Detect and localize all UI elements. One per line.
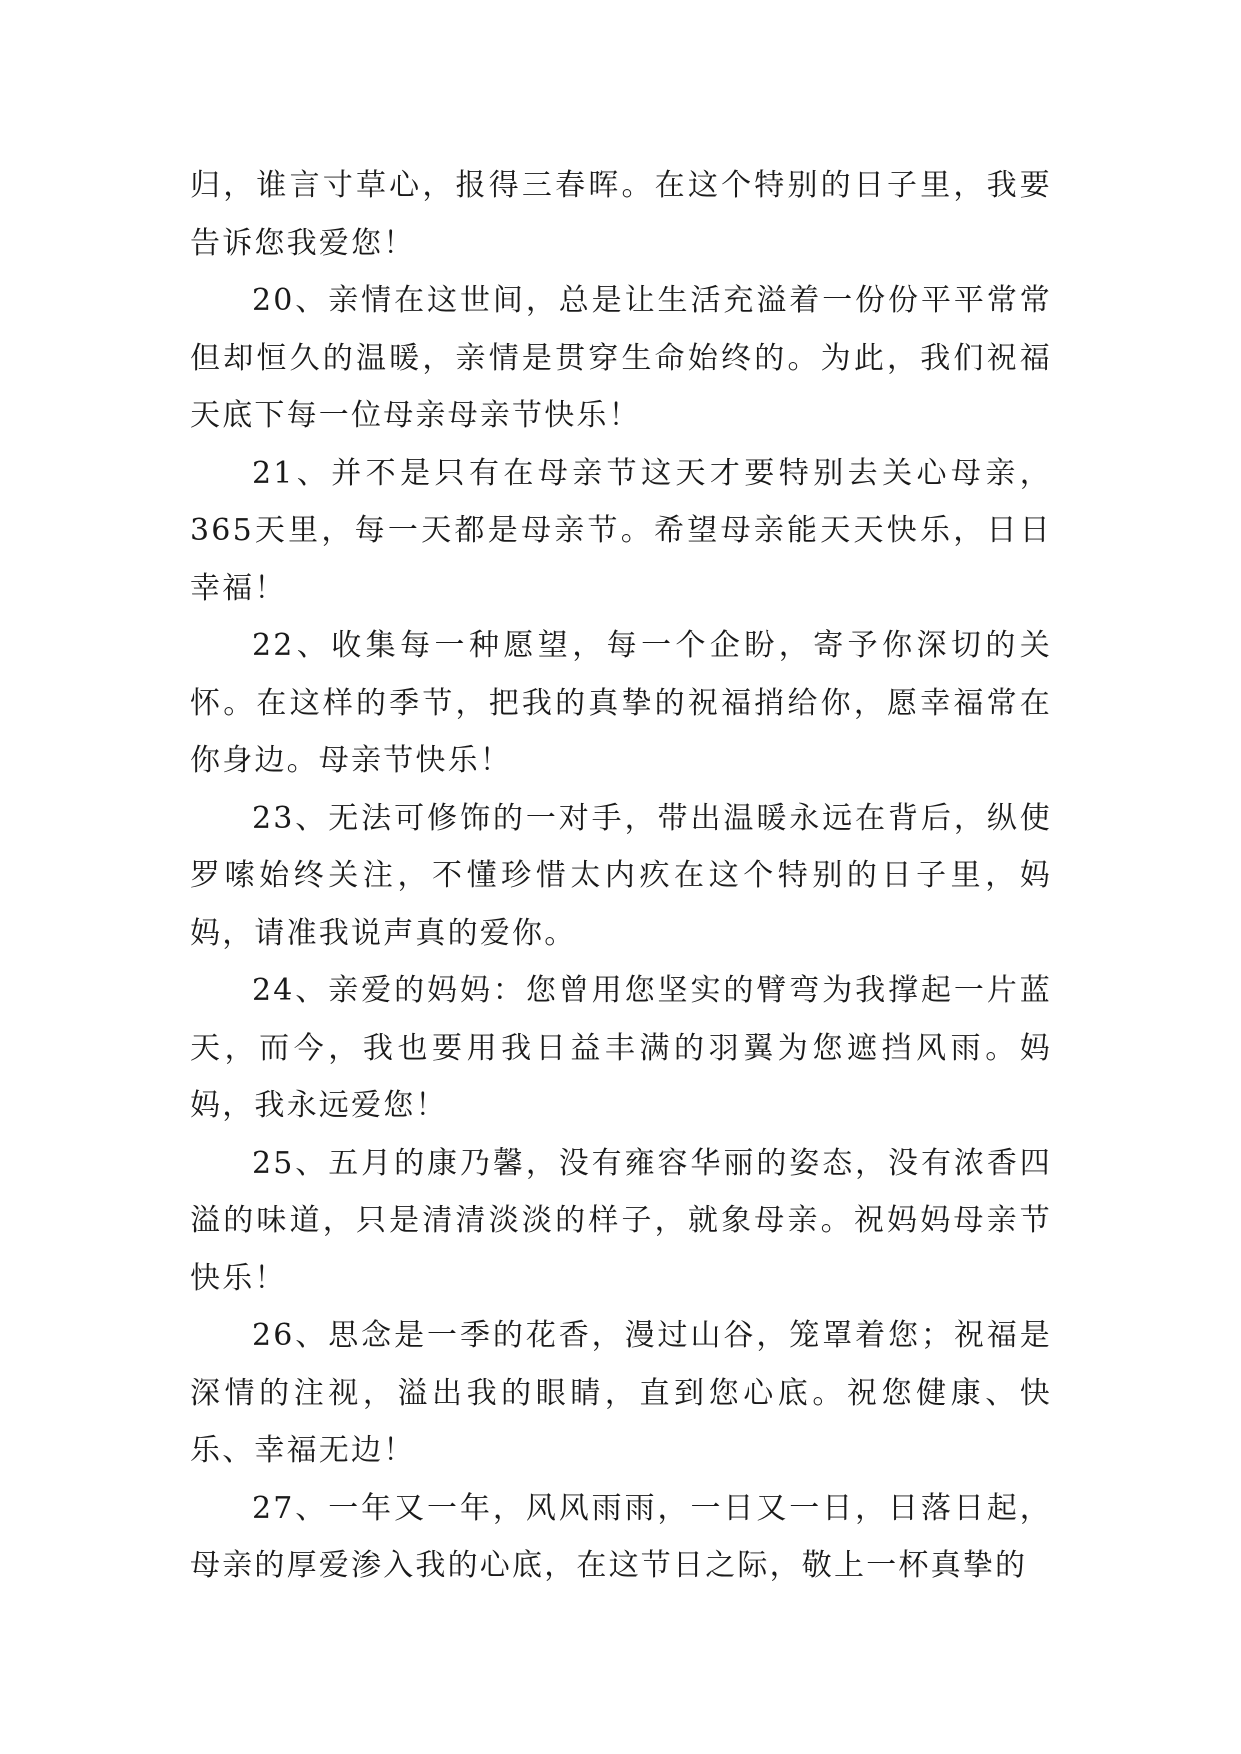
- paragraph-27: 27、一年又一年，风风雨雨，一日又一日，日落日起，母亲的厚爱渗入我的心底，在这节日之际，敬上一杯真挚的: [190, 1490, 1052, 1583]
- paragraph-23: 23、无法可修饰的一对手，带出温暖永远在背后，纵使罗嗦始终关注，不懂珍惜太内疚在这个特别的日子里，妈妈，请准我说声真的爱你。: [190, 800, 1052, 951]
- paragraph-24: 24、亲爱的妈妈：您曾用您坚实的臂弯为我撑起一片蓝天，而今，我也要用我日益丰满的羽翼为您遮挡风雨。妈妈，我永远爱您！: [190, 973, 1052, 1123]
- paragraph-26: 26、思念是一季的花香，漫过山谷，笼罩着您；祝福是深情的注视，溢出我的眼睛，直到您心底。祝您健康、快乐、幸福无边！: [190, 1318, 1052, 1468]
- paragraph-continuation: 归，谁言寸草心，报得三春晖。在这个特别的日子里，我要告诉您我爱您！: [190, 168, 1052, 261]
- paragraph-21: 21、并不是只有在母亲节这天才要特别去关心母亲，365天里，每一天都是母亲节。希望母亲能天天快乐，日日幸福！: [190, 455, 1052, 606]
- paragraph-20: 20、亲情在这世间，总是让生活充溢着一份份平平常常但却恒久的温暖，亲情是贯穿生命始终的。为此，我们祝福天底下每一位母亲母亲节快乐！: [190, 283, 1052, 433]
- document-body: [190, 157, 1052, 1595]
- paragraph-25: 25、五月的康乃馨，没有雍容华丽的姿态，没有浓香四溢的味道，只是清清淡淡的样子，就象母亲。祝妈妈母亲节快乐！: [190, 1145, 1052, 1296]
- paragraph-22: 22、收集每一种愿望，每一个企盼，寄予你深切的关怀。在这样的季节，把我的真挚的祝福捎给你，愿幸福常在你身边。母亲节快乐！: [190, 628, 1052, 778]
